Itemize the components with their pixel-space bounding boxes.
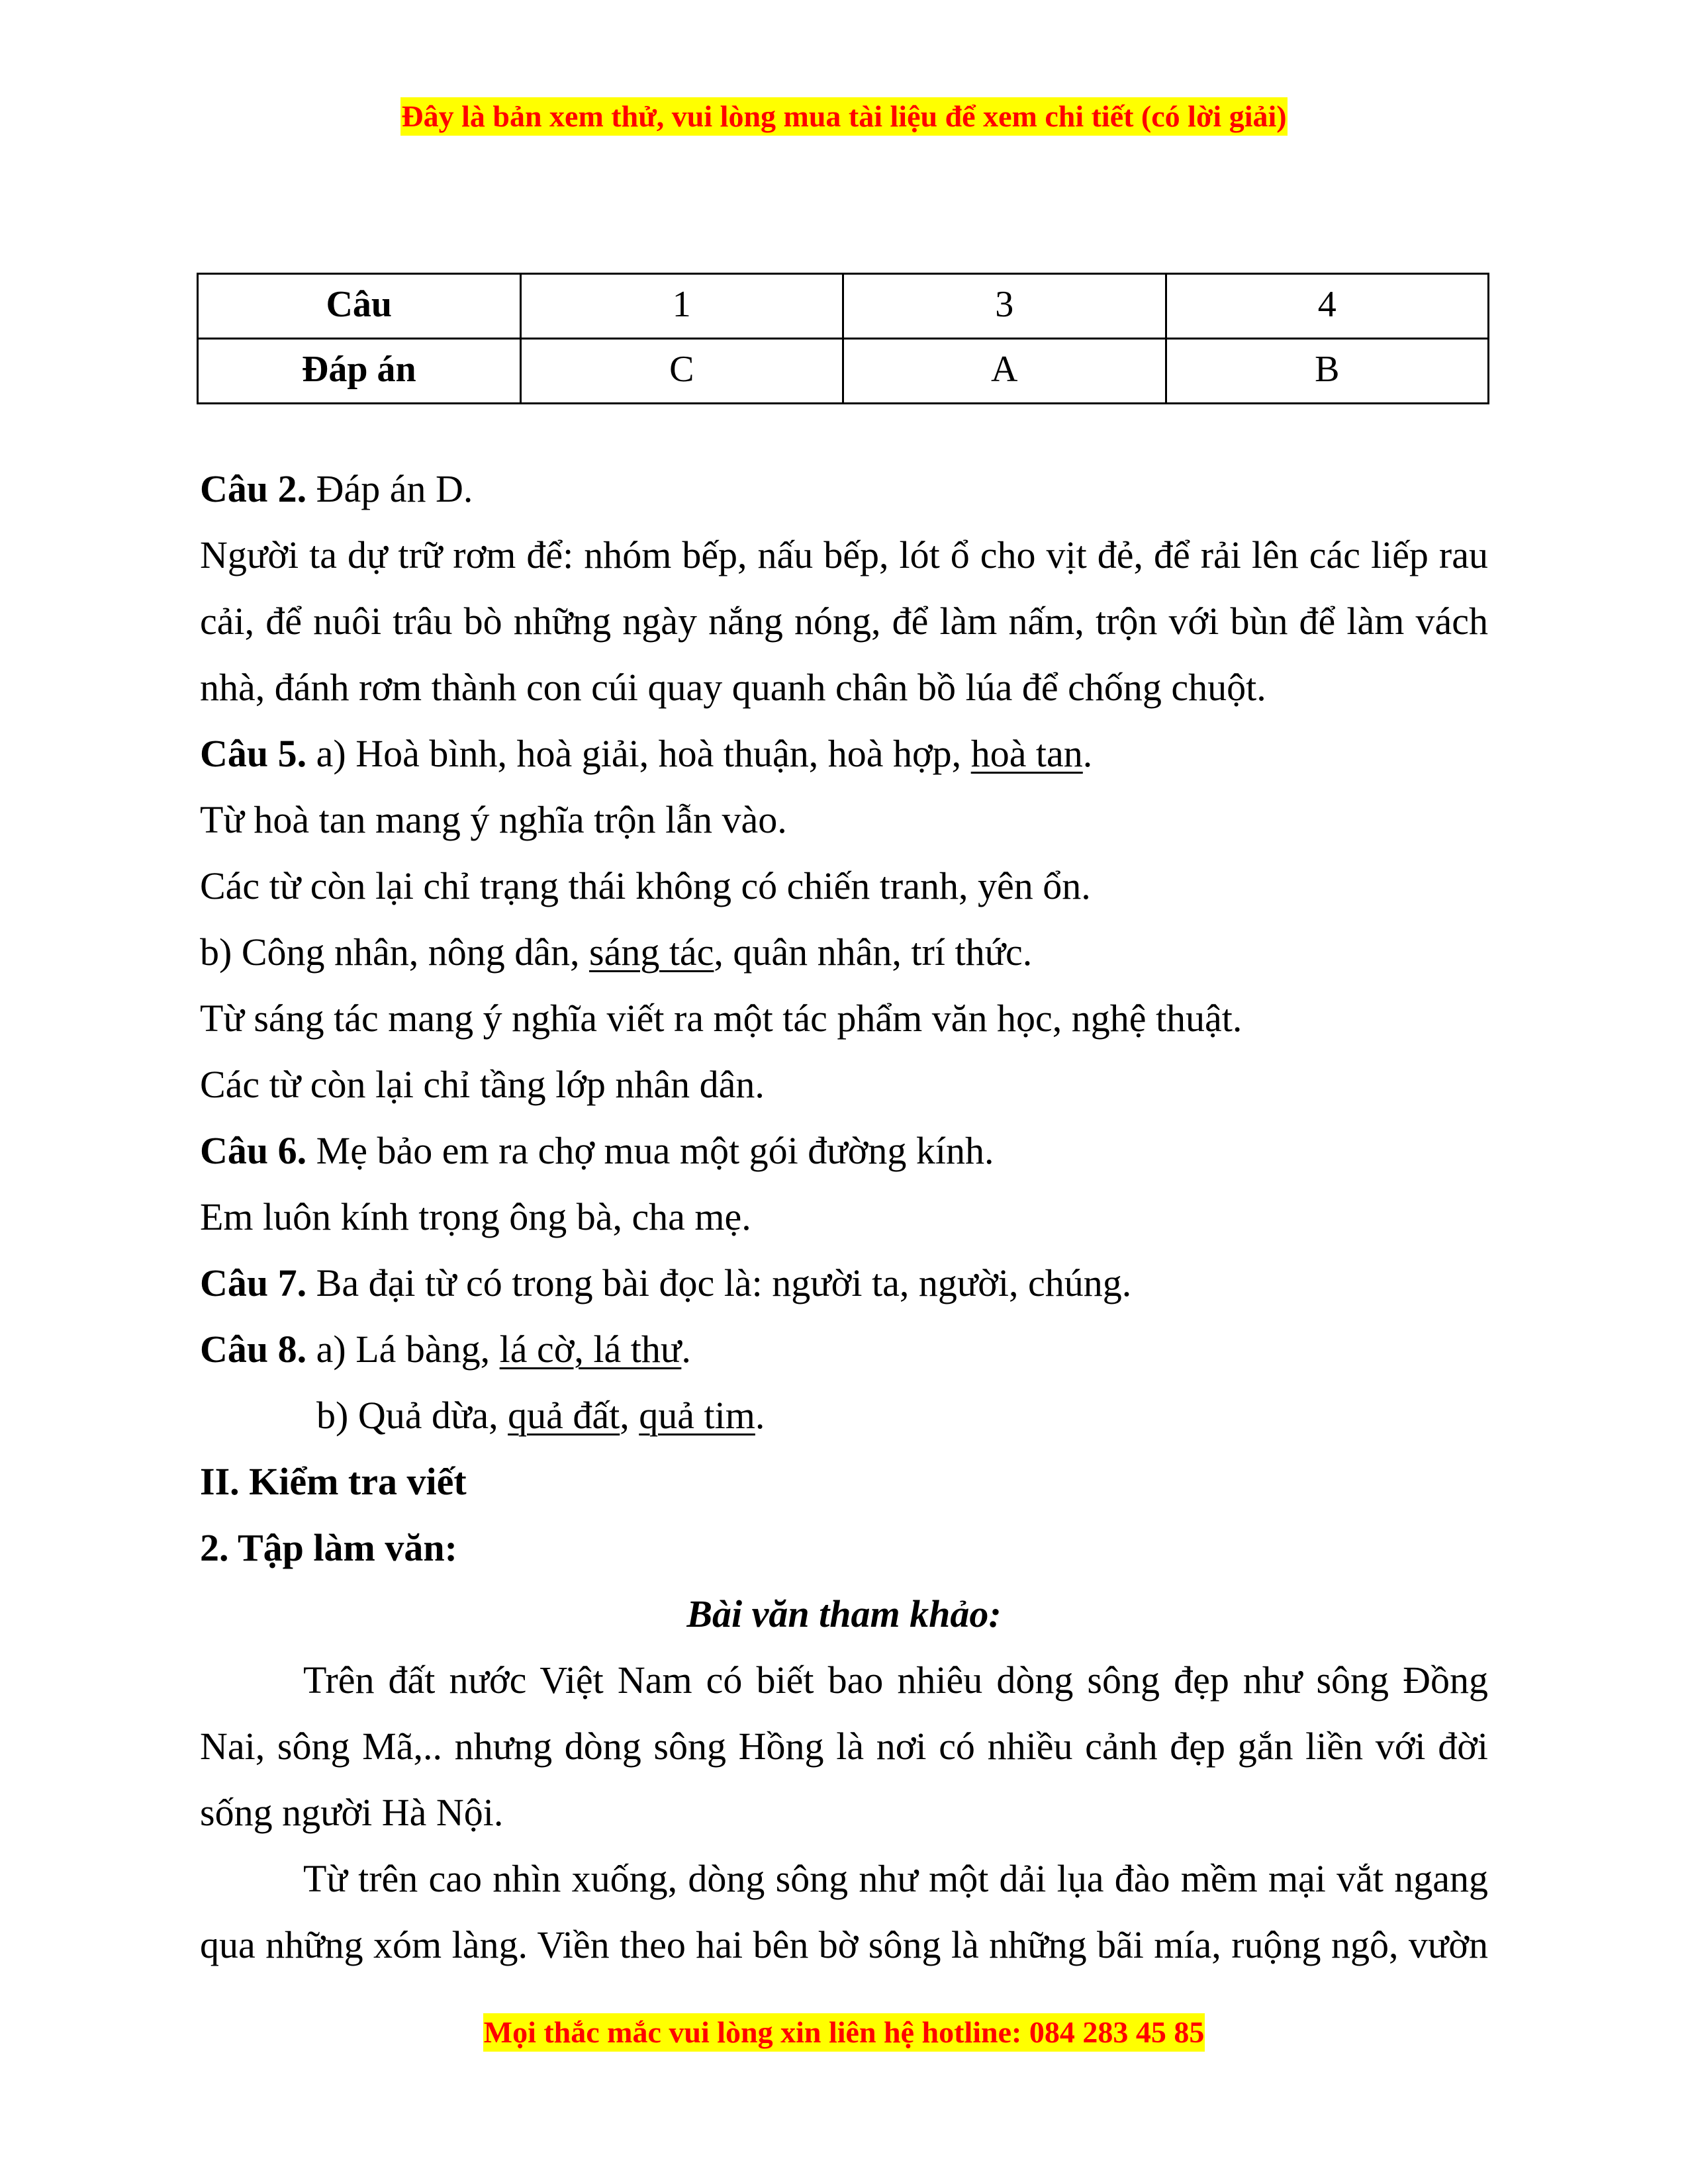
underlined-words: quả tim [639,1394,755,1437]
q5-b-explanation: Các từ còn lại chỉ tầng lớp nhân dân. [200,1063,765,1106]
underlined-words: quả đất [508,1394,620,1437]
q2-explanation-line: nhà, đánh rơm thành con cúi quay quanh chân bồ lúa để chống chuột. [200,666,1266,709]
answer-text: Ba đại từ có trong bài đọc là: người ta, người, chúng. [306,1261,1132,1304]
q7-answer [200,1250,1488,1316]
question-label: Câu 2. [200,467,307,510]
underlined-words: lá cờ, lá thư [499,1328,682,1371]
answer-table-row-label: Đáp án [198,339,521,404]
answer-table-cell: A [843,339,1166,404]
q5-part-a [200,721,1488,787]
essay-paragraph: Trên đất nước Việt Nam có biết bao nhiêu dòng sông đẹp như sông Đồng Nai, sông Mã,.. nhưng dòng sông Hồng là nơi có nhiều cảnh đẹp gắn liền với đời sống người Hà Nội. [200,1659,1488,1834]
essay-paragraph: Từ trên cao nhìn xuống, dòng sông như một dải lụa đào mềm mại vắt ngang qua những xóm làng. Viền theo hai bên bờ sông là những bãi mía, ruộng ngô, vườn [200,1857,1488,1966]
answer-table-cell: 4 [1166,274,1489,339]
section-heading: II. Kiểm tra viết [200,1460,467,1503]
q2-explanation-line: Người ta dự trữ rơm để: nhóm bếp, nấu bếp, lót ổ cho vịt đẻ, để rải lên các liếp rau [200,533,1488,576]
answer-text: a) Lá bàng, [306,1328,500,1371]
preview-notice-banner [0,97,1688,136]
punctuation: . [681,1328,691,1371]
q2-answer [200,456,1488,522]
answer-text: Mẹ bảo em ra chợ mua một gói đường kính. [306,1129,994,1172]
answer-text: b) Quả dừa, [316,1394,508,1437]
subsection-heading: 2. Tập làm văn: [200,1526,457,1569]
odd-word: hoà tan [970,732,1083,775]
preview-notice-text: Đây là bản xem thử, vui lòng mua tài liệu để xem chi tiết (có lời giải) [400,97,1287,136]
answer-table-row-answers [198,339,1489,404]
question-label: Câu 6. [200,1129,307,1172]
q5-part-b [200,919,1488,985]
q6-sentence [200,1118,1488,1184]
answer-text: Đáp án D. [306,467,473,510]
answer-table-cell: B [1166,339,1489,404]
answer-table [197,273,1489,404]
question-label: Câu 5. [200,732,307,775]
punctuation: . [1082,732,1093,775]
punctuation: . [755,1394,765,1437]
q5-a-explanation: Các từ còn lại chỉ trạng thái không có chiến tranh, yên ổn. [200,864,1091,907]
q6-sentence: Em luôn kính trọng ông bà, cha mẹ. [200,1195,751,1238]
q5-b-explanation: Từ sáng tác mang ý nghĩa viết ra một tác phẩm văn học, nghệ thuật. [200,997,1243,1040]
hotline-banner [0,2013,1688,2052]
q8-part-a [200,1316,1488,1383]
word-list: , quân nhân, trí thức. [714,931,1033,974]
answer-table-cell: 3 [843,274,1166,339]
hotline-text: Mọi thắc mắc vui lòng xin liên hệ hotline: 084 283 45 85 [483,2013,1205,2052]
answer-table-cell: 1 [520,274,843,339]
q5-a-explanation: Từ hoà tan mang ý nghĩa trộn lẫn vào. [200,798,787,841]
essay-title: Bài văn tham khảo: [686,1592,1002,1635]
answer-table-row-label: Câu [198,274,521,339]
question-label: Câu 8. [200,1328,307,1371]
word-list: b) Công nhân, nông dân, [200,931,589,974]
answer-table-row-questions [198,274,1489,339]
q8-part-b [200,1383,1488,1449]
answer-table-cell: C [520,339,843,404]
question-label: Câu 7. [200,1261,307,1304]
punctuation: , [620,1394,639,1437]
word-list: a) Hoà bình, hoà giải, hoà thuận, hoà hợp, [306,732,971,775]
document-body [200,456,1488,1978]
odd-word: sáng tác [589,931,714,974]
q2-explanation-line: cải, để nuôi trâu bò những ngày nắng nóng, để làm nấm, trộn với bùn để làm vách [200,600,1488,643]
